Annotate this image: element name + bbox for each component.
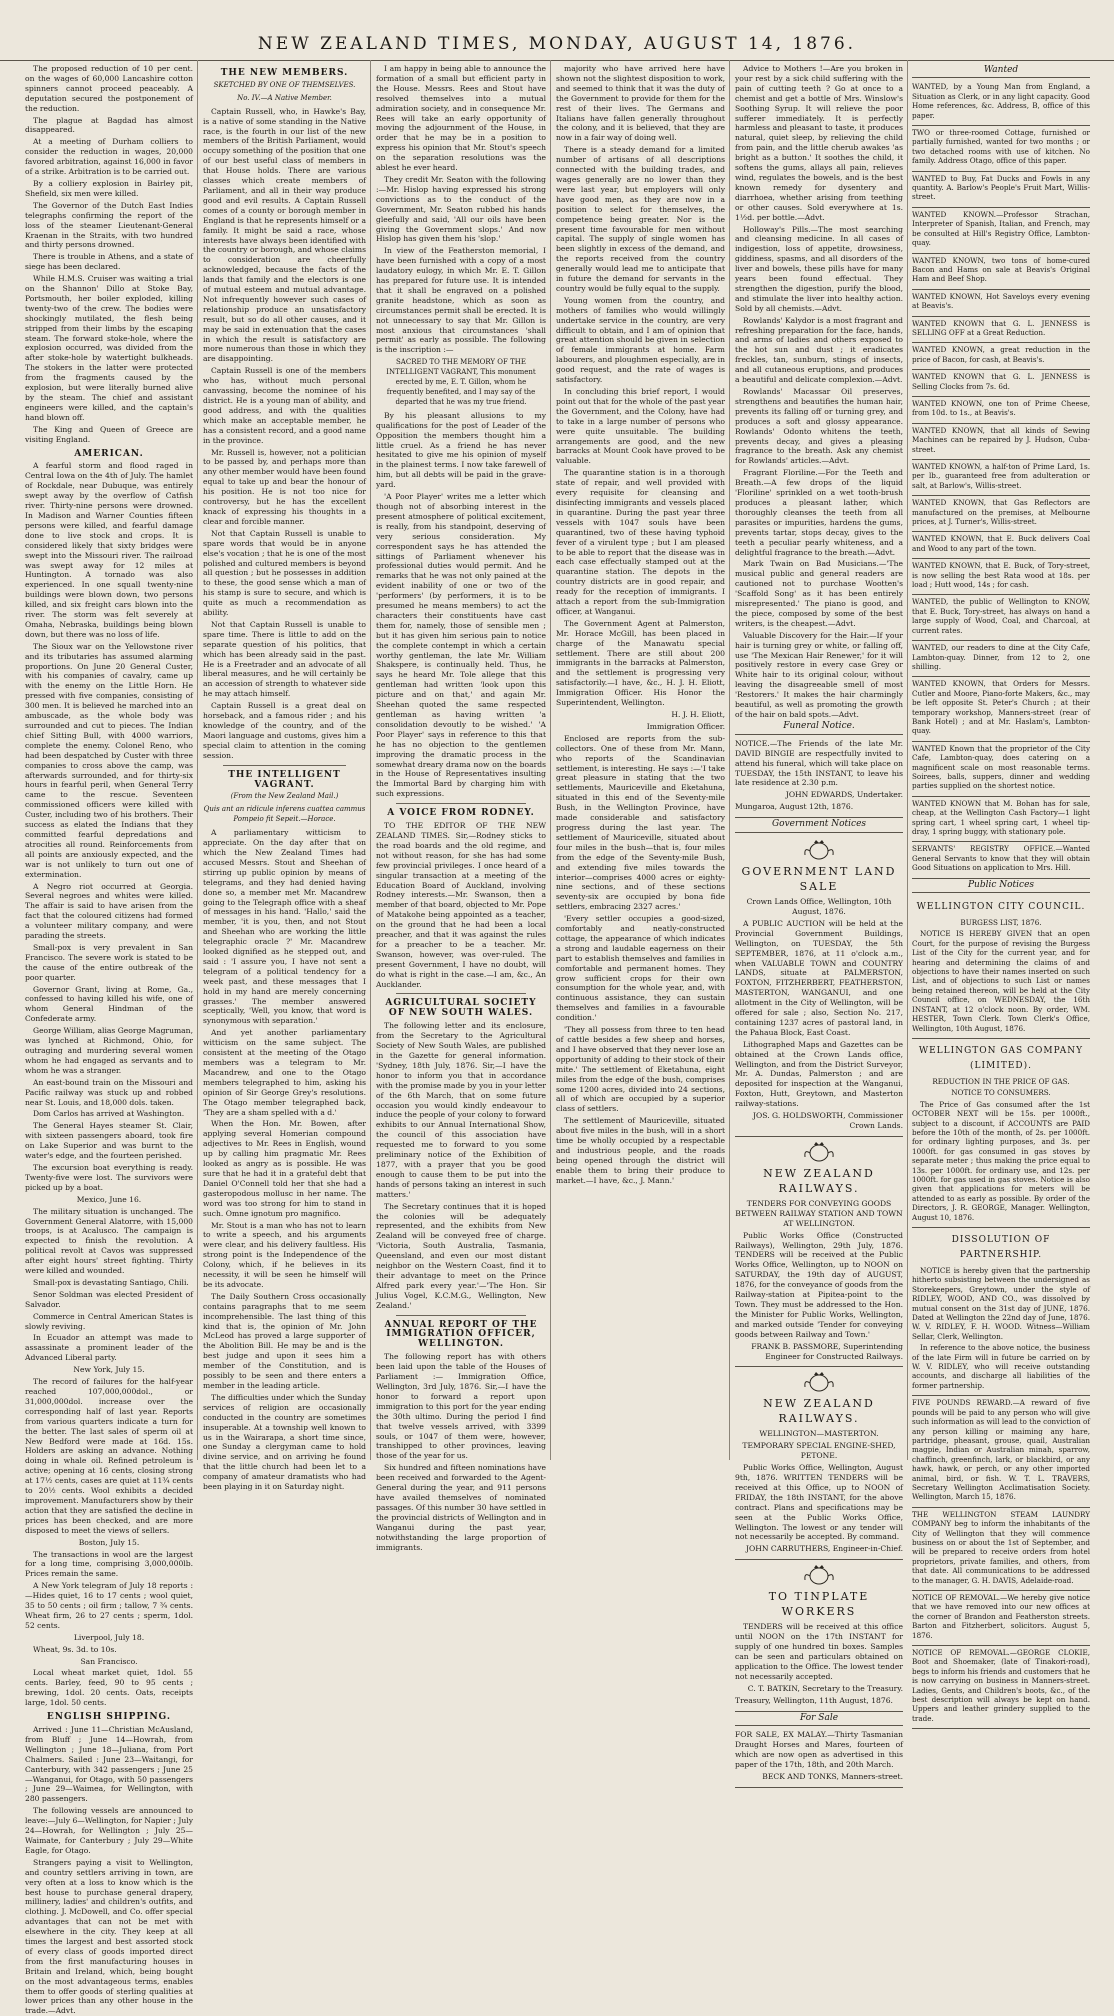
- paragraph: They credit Mr. Seaton with the following :—Mr. Hislop having expressed his strong convictions as to the conduct of the Government, Mr. Seaton rubbed his hands gleefully and said, 'All our oils have been giving the Government slops.' And now Hislop has given them his 'slop.': [376, 174, 546, 244]
- divider: [396, 1315, 526, 1316]
- notice-subtitle: NOTICE TO CONSUMERS.: [951, 1088, 1051, 1098]
- wanted-ad: [912, 842, 1090, 878]
- paragraph: majority who have arrived here have shown not the slightest disposition to work, and seemed to think that it was the duty of the Government to provide for them for the rest of their lives. The Germans and Italians have fallen generally throughout the colony, and it is believed, that they are now in a fair way of doing well.: [556, 64, 725, 143]
- paragraph: Not that Captain Russell is unable to spare time. There is little to add on the separate question of his politics, that which has been already said in the past. He is a Freetrader and an advocate of all liberal measures, and he will certainly be an accession of strength to whatever side he may attach himself.: [203, 619, 366, 699]
- section-heading-government: Government Notices: [735, 820, 903, 833]
- wanted-ad: [912, 343, 1090, 370]
- dateline: Boston, July 15.: [78, 1537, 140, 1547]
- advertisement: Valuable Discovery for the Hair.—If your hair is turning grey or white, or falling off, use 'The Mexican Hair Renewer,' for it will positively restore in every case Grey or White hair to its original colour, without leaving the disagreeable smell of most 'Restorers.' It makes the hair charmingly beautiful, as well as promoting the growth of the hair on bald spots.—Advt.: [735, 630, 903, 719]
- wanted-text: WANTED KNOWN.—Professor Strachan, Interpreter of Spanish, Italian, and French, may be consulted at Hill's Registry Office, Lambton-quay.: [912, 209, 1090, 248]
- wanted-ad: [912, 208, 1090, 254]
- column-4: [556, 64, 725, 1459]
- laundry-notice: [912, 1508, 1090, 1591]
- wanted-text: WANTED KNOWN, two tons of home-cured Bacon and Hams on sale at Beavis's Original Ham and Beef Shop.: [912, 255, 1090, 284]
- paragraph: The quarantine station is in a thorough state of repair, and well provided with every requisite for cleansing and disinfecting immigrants and vessels placed in quarantine. During the past year three vessels with 1047 souls have been quarantined, two of these having typhoid fever of a virulent type ; but I am pleased to be able to report that the disease was in each case effectually stamped out at the quarantine station. The depots in the country districts are in good repair, and ready for the reception of immigrants. I attach a report from the sub-Immigration officer, at Wanganui.: [556, 468, 725, 616]
- notice-text: NOTICE.—The Friends of the late Mr. DAVID BINGIE are respectfully invited to attend his funeral, which will take place on TUESDAY, the 15th INSTANT, to leave his late residence at 2.30 p.m.: [735, 738, 903, 788]
- wanted-ad: [912, 424, 1090, 460]
- paragraph: There is a steady demand for a limited number of artisans of all descriptions connected with the building trades, and wages generally are no lower than they were last year, but employers will only have good men, as they are now in a position to select for themselves, the competence being greater. Nor is the present time favourable for men without capital. The supply of single women has been slightly in excess of the demand, and the reports received from the country generally would lead me to anticipate that in future the demand for servants in the country would be fully equal to the supply.: [556, 145, 725, 293]
- paragraph: The proposed reduction of 10 per cent. on the wages of 60,000 Lancashire cotton spinners cannot proceed peaceably. A deputation secured the postponement of the reduction.: [25, 64, 193, 113]
- paragraph: Mr. Stout is a man who has not to learn to write a speech, and his arguments were clear, and his delivery faultless. His strong point is the Independence of the Colony, which, if he believes in its necessity, it will be seen he himself will be its advocate.: [203, 1220, 366, 1289]
- divider: [396, 993, 526, 994]
- wanted-text: WANTED KNOWN, that E. Buck, of Tory-street, is now selling the best Rata wood at 18s. per load ; Hutt wood, 14s ; for cash.: [912, 561, 1090, 590]
- paragraph: Captain Russell, who, in Hawke's Bay, is a native of some standing in the Native race, is the fourth in our list of the new members of the British Parliament, would occupy something of the position that one of our best useful class of members in that House holds. There are various classes which create members of Parliament, and all in their way produce good and evil results. A Captain Russell comes of a county or borough member in England is that he represents himself or a family. It might be said a race, whose interests have always been identified with the country or borough, and whose claims to consideration are cheerfully acknowledged, because the facts of the lands that family and the electors is one of mutual esteem and mutual advantage. Not infrequently however such cases of relationship produce an unsatisfactory result, but so do all other causes, and it may be said in extenuation that the cases in which the result is satisfactory are more numerous than those in which they are disappointing.: [203, 106, 366, 364]
- signature: BECK AND TONKS, Manners-street.: [762, 1772, 903, 1782]
- wanted-text: WANTED, by a Young Man from England, a Situation as Clerk, or in any light capacity. Good Home references, &c. Address, B, office of this paper.: [912, 82, 1090, 120]
- paragraph: Strangers paying a visit to Wellington, and country settlers arriving in town, are very often at a loss to know which is the best house to purchase general drapery, millinery, ladies' and children's outfits, and clothing. J. McDowell, and Co. offer special advantages that can not be met with elsewhere in the city. They keep at all times the largest and best assorted stock of every class of goods imported direct from the first manufacturing houses in Britain and Ireland, which, being bought on the most advantageous terms, enables them to offer goods of sterling qualities at lower prices than any other house in the trade.—Advt.: [25, 1857, 193, 2016]
- section-heading-wanted: Wanted: [912, 66, 1090, 78]
- paragraph: Arrived : June 11—Christian McAusland, from Bluff ; June 14—Howrah, from Wellington ; June 18—Juliana, from Port Chalmers. Sailed : June 23—Waitangi, for Canterbury, with 342 passengers ; June 25—Wanganui, for Otago, with 50 passengers ; June 29—Waimea, for Wellington, with 280 passengers.: [25, 1725, 193, 1804]
- section-heading-for-sale: For Sale: [735, 1714, 903, 1727]
- section-heading-american: AMERICAN.: [74, 448, 144, 459]
- section-heading-shipping: ENGLISH SHIPPING.: [46, 1712, 172, 1723]
- notice-text: NOTICE IS HEREBY GIVEN that an open Court, for the purpose of revising the Burgess List of the City for the current year, and for hearing and determining the claims of and objections to have their names inserted on such List, and of objections to such List or names being retained thereon, will be held at the City Council office, on WEDNESDAY, the 16th INSTANT, at 12 o'clock noon. By order, WM. HESTER, Town Clerk. Town Clerk's Office, Wellington, 10th August, 1876.: [912, 929, 1090, 1033]
- paragraph: When the Hon. Mr. Bowen, after applying several Homerian compound adjectives to Mr. Rees in English, wound up by calling him pragmatic Mr. Rees looked as angry as is possible. He was sure that he had it in a grateful debt that Daniel O'Connell told her that she had a gasteropodous mollusc in her name. The word was too strong for him to stand in such. Omne ignotum pro magnifico.: [203, 1119, 366, 1218]
- wanted-ad: [912, 641, 1090, 677]
- inscription: SACRED TO THE MEMORY OF THE INTELLIGENT VAGRANT, This monument erected by me, E. T. Gillon, whom he frequently benefited, and I may say of the departed that he was my true friend.: [386, 358, 536, 406]
- paragraph: 'Every settler occupies a good-sized, comfortably and neatly-constructed cottage, the appearance of which indicates a strong and laudable eagerness on their part to establish themselves and families in comfortable and permanent homes. They grow sufficient crops for their own consumption for the whole year, and, with continuous assistance, they can sustain themselves and families in a favourable condition.': [556, 914, 725, 1023]
- city-council-notice: [912, 895, 1090, 1039]
- paragraph: The following report has with others been laid upon the table of the Houses of Parliament :— Immigration Office, Wellington, 3rd July, 1876. Sir,—I have the honor to forward a report upon immigration to this port for the year ending the 30th ultimo. During the period I find that twelve vessels arrived, with 3399 souls, or 1047 of them were, however, transhipped to other provinces, leaving those of the year for us.: [376, 1352, 546, 1461]
- notice-date: Treasury, Wellington, 11th August, 1876.: [735, 1695, 893, 1705]
- notice-subtitle: BURGESS LIST, 1876.: [960, 918, 1042, 928]
- government-land-sale: [735, 835, 903, 1137]
- section-heading-agricultural: AGRICULTURAL SOCIETY OF NEW SOUTH WALES.: [385, 998, 537, 1019]
- paragraph: The transactions in wool are the largest for a long time, comprising 3,000,000lb. Prices remain the same.: [25, 1549, 193, 1579]
- royal-crest-icon: [802, 1564, 836, 1586]
- wanted-text: WANTED Known that the proprietor of the City Cafe, Lambton-quay, does catering on a magnificent scale on most reasonable terms. Soirees, balls, suppers, dinner and wedding parties supplied on the shortest notice.: [912, 743, 1090, 791]
- wanted-ad: [912, 532, 1090, 559]
- horses-for-sale: [735, 1728, 903, 1788]
- notice-subtitle: REDUCTION IN THE PRICE OF GAS.: [932, 1076, 1070, 1086]
- paragraph: The record of failures for the half-year reached 107,000,000dol., or 31,000,000dol. increase over the corresponding half of last year. Reports from various quarters indicate a turn for the better. The last sales of sperm oil at New Bedford were made at 16d. 15s. Holders are asking an advance. Nothing doing in whale oil. Refined petroleum is active; opening at 16 cents, closing strong at 17½ cents, cases are quiet at 11¾ cents to 20½ cents. Wool exhibits a decided improvement. Manufacturers show by their action that they are satisfied the decline in prices has been checked, and are more disposed to meet the views of sellers.: [25, 1377, 193, 1535]
- notice-title: GOVERNMENT LAND SALE: [741, 865, 897, 894]
- paragraph: The following vessels are announced to leave:—July 6—Wellington, for Napier ; July 24—Howrah, for Wellington ; July 25—Waimate, for Canterbury ; July 29—White Eagle, for Otago.: [25, 1806, 193, 1855]
- section-heading-rodney: A VOICE FROM RODNEY.: [387, 808, 535, 819]
- notice-text: NOTICE is hereby given that the partnership hitherto subsisting between the undersigned as Storekeepers, Greytown, under the style of RIDLEY, WOOD, AND CO., was dissolved by mutual consent on the 31st day of JUNE, 1876. Dated at Wellington the 22nd day of June, 1876. W. V. RIDLEY, F. H. WOOD. Witness—William Sellar, Clerk, Wellington.: [912, 1266, 1090, 1341]
- advertisement: Advice to Mothers !—Are you broken in your rest by a sick child suffering with the pain of cutting teeth ? Go at once to a chemist and get a bottle of Mrs. Winslow's Soothing Syrup. It will relieve the poor sufferer immediately. It is perfectly harmless and pleasant to taste, it produces natural, quiet sleep, by relieving the child from pain, and the little cherub awakes 'as bright as a button.' It soothes the child, it softens the gums, allays all pain, relieves wind, regulates the bowels, and is the best known remedy for dysentery and diarrhoea, whether arising from teething or other causes. Sold everywhere at 1s. 1½d. per bottle.—Advt.: [735, 64, 903, 222]
- section-heading-members: THE NEW MEMBERS.: [220, 68, 349, 78]
- column-1: [25, 64, 193, 2016]
- paragraph: George William, alias George Magruman, was lynched at Richmond, Ohio, for outraging and murdering several women whom he had engaged as servants and to whom he was a stranger.: [25, 1026, 193, 1075]
- paragraph: In Ecuador an attempt was made to assassinate a prominent leader of the Advanced Liberal party.: [25, 1333, 193, 1363]
- wanted-ad: [912, 677, 1090, 741]
- paragraph: The settlement of Mauriceville, situated about five miles in the bush, will in a short time be wholly occupied by a respectable and industrious people, and the roads being opened through the district will enable them to bring their produce to market.—I have, &c., J. Mann.': [556, 1116, 725, 1185]
- wanted-text: WANTED KNOWN, that all kinds of Sewing Machines can be repaired by J. Hudson, Cuba-street.: [912, 425, 1090, 454]
- paragraph: Wheat, 9s. 3d. to 10s.: [33, 1644, 117, 1654]
- notice-text: In reference to the above notice, the business of the late Firm will in future be carried on by W. V. RIDLEY, who will receive outstanding accounts, and discharge all liabilities of the former partnership.: [912, 1343, 1090, 1390]
- paragraph: Governor Grant, living at Rome, Ga., confessed to having killed his wife, one of whom General Hindman of the Confederate army.: [25, 984, 193, 1024]
- paragraph: Commerce in Central American States is slowly reviving.: [25, 1311, 193, 1331]
- notice-title: NEW ZEALAND RAILWAYS.: [763, 1166, 875, 1195]
- paragraph: An east-bound train on the Missouri and Pacific railway was stuck up and robbed near St. Louis, and 18,000 dols. taken.: [25, 1077, 193, 1107]
- subheading: (From the New Zealand Mail.): [230, 792, 339, 801]
- signature: H. J. H. Eliott,: [671, 710, 725, 719]
- wanted-ad: [912, 460, 1090, 496]
- column-5: [735, 64, 903, 1782]
- advertisement: Rowlands' Macassar Oil preserves, strengthens and beautifies the human hair, prevents its falling off or turning grey, and produces a soft and glossy appearance. Rowlands' Odonto whitens the teeth, prevents decay, and gives a pleasing fragrance to the breath. Ask any chemist for Rowlands' articles.—Advt.: [735, 387, 903, 466]
- royal-crest-icon: [802, 1141, 836, 1163]
- wanted-text: WANTED to Buy, Fat Ducks and Fowls in any quantity. A. Barlow's People's Fruit Mart, Willis-street.: [912, 173, 1090, 202]
- divider: [396, 803, 526, 804]
- paragraph: While H.M.S. Cruiser was waiting a trial on the Shannon' Dillo at Stoke Bay, Portsmouth, her boiler exploded, killing twenty-two of the crew. The bodies were shockingly mutilated, the flesh being stripped from their limbs by the escaping steam. The forward stoke-hole, where the explosion occurred, was divided from the after stoke-hole by watertight bulkheads. The stokers in the latter were protected from the fragments caused by the explosion, but were literally burned alive by the steam. The chief and assistant engineers were killed, and the captain's hand blown off.: [25, 274, 193, 422]
- wanted-text: WANTED, our readers to dine at the City Cafe, Lambton-quay. Dinner, from 12 to 2, one shilling.: [912, 643, 1090, 671]
- notice-title: DISSOLUTION OF PARTNERSHIP.: [951, 1235, 1051, 1260]
- gas-company-notice: [912, 1039, 1090, 1228]
- paragraph: The difficulties under which the Sunday services of religion are occasionally conducted in the country are sometimes insuperable. At a township well known to us in the Wairarapa, a short time since, one Sunday a clergyman came to hold divine service, and on arriving he found that the little church had been let to a company of amateur dramatists who had been playing in it on Saturday night.: [203, 1392, 366, 1492]
- notice-text: The Price of Gas consumed after the 1st OCTOBER NEXT will be 15s. per 1000ft., subject to a discount, if ACCOUNTS are PAID before the 10th of the month, of 2s. per 1000ft. for ordinary lighting purposes, and 3s. per 1000ft. for gas consumed in gas stoves by separate meter ; thus making the price equal to 13s. per 1000ft. for ordinary use, and 12s. per 1000ft. for gas used in gas stoves. Notice is also given that applications for meters will be attended to as early as possible. By order of the Directors, J. R. GEORGE, Manager. Wellington, August 10, 1876.: [912, 1099, 1090, 1222]
- divider: [223, 765, 346, 766]
- wanted-ad: [912, 595, 1090, 641]
- removal-notice: [912, 1646, 1090, 1729]
- paragraph: Small-pox is devastating Santiago, Chili.: [33, 1277, 189, 1287]
- paragraph: Captain Russell is one of the members who has, without much personal canvassing, become the nominee of his district. He is a young man of ability, and good address, and with the qualities which make an acceptable member, he has a consistent record, and a good name in the province.: [203, 366, 366, 445]
- notice-text: NOTICE OF REMOVAL.—We hereby give notice that we have removed into our new offices at the corner of Brandon and Featherston streets. Barton and Fitzherbert, solicitors. August 5, 1876.: [912, 1593, 1090, 1640]
- section-heading-public-notices: Public Notices: [912, 881, 1090, 893]
- paragraph: Not that Captain Russell is unable to spare words that would be in anyone else's vocation ; that he is one of the most polished and cultured members is beyond all question ; but he possesses in addition to these, the good sense which a man of his stamp is sure to secure, and which is quite as much a recommendation as ability.: [203, 528, 366, 618]
- paragraph: The military situation is unchanged. The Government General Alatorre, with 15,000 troops, is at Acalusco. The campaign is expected to finish the revolution. A political revolt at Cavos was suppressed after eight hours' street fighting. Thirty were killed and wounded.: [25, 1206, 193, 1276]
- paragraph: TO THE EDITOR OF THE NEW ZEALAND TIMES. Sir,—Rodney sticks to the road boards and the old regime, and not without reason, for she has had some few provincial privileges. I once heard of a singular transaction at a meeting of the Education Board of Auckland, involving Rodney interests.—Mr. Swanson, then a member of that board, objected to Mr. Pope of Matakohe being appointed as a teacher, on the ground that he had been a local preacher, and that it was against the rules for a preacher to be a teacher. Mr. Swanson, however, was over-ruled. The present Government, I have no doubt, will do what is right in the case.—I am, &c., An Aucklander.: [376, 821, 546, 989]
- wanted-list: [912, 80, 1090, 878]
- wanted-text: WANTED, the public of Wellington to KNOW, that E. Buck, Tory-street, has always on hand a large supply of Wood, Coal, and Charcoal, at current rates.: [912, 597, 1090, 635]
- paragraph: A parliamentary witticism to appreciate. On the day after that on which the New Zealand Times had accused Messrs. Stout and Sheehan of stirring up public opinion by means of telegrams, and they had denied having done so, a member met Mr. Macandrew going to the Telegraph office with a sheaf of messages in his hand. 'Hallo,' said the member, 'it is you, then, and not Stout and Sheehan who are working the little telegraphic oracle ?' Mr. Macandrew looked dignified as he stepped out, and said : 'I assure you, I have not sent a telegram of a political tendency for a week past, and these messages that I hold in my hand are merely concerning grasses.' The member answered sceptically, 'Well, you know, that word is synonymous with separation.': [203, 828, 366, 1026]
- paragraph: And yet another parliamentary witticism on the same subject. The consistent at the meeting of the Otago members was a telegram to Mr. Macandrew, and one to the Otago members telegraphed to him, asking his opinion of Sir George Grey's resolutions. The Otago member telegraphed back, 'They are a sham spelled with a d.': [203, 1028, 366, 1117]
- column-2: [203, 64, 366, 1492]
- removal-notice: [912, 1591, 1090, 1646]
- wanted-ad: [912, 172, 1090, 208]
- paragraph: The Daily Southern Cross occasionally contains paragraphs that to me seem incomprehensible. The last thing of this kind that is, the opinion of Mr. John McLeod has proved a large supporter of the Abolition Bill. He may be and is the best judge and upon it sees him a member of the Constitution, and is possibly to be seen and there enters a member in the leading article.: [203, 1291, 366, 1390]
- notice-subtitle: Crown Lands Office, Wellington, 10th August, 1876.: [746, 897, 892, 916]
- wanted-text: SERVANTS' REGISTRY OFFICE.—Wanted General Servants to know that they will obtain Good Situations on application to Mrs. Hill.: [912, 844, 1090, 873]
- wanted-text: WANTED KNOWN, that Gas Reflectors are manufactured on the premises, at Melbourne prices, at J. Turner's, Willis-street.: [912, 498, 1090, 527]
- notice-subtitle: TENDERS FOR CONVEYING GOODS BETWEEN RAILWAY STATION AND TOWN AT WELLINGTON.: [735, 1198, 903, 1228]
- paragraph: At a meeting of Durham colliers to consider the reduction in wages, 20,000 favored arbitration, against 16,000 in favor of a strike. Arbitration is to be carried out.: [25, 137, 193, 177]
- paragraph: In view of the Featherston memorial, I have been furnished with a copy of a most laudatory eulogy, in which Mr. E. T. Gillon has prepared for future use. It is intended that it shall be engraved on a polished granite headstone, which as soon as circumstances permit shall be erected. It is not unnecessary to say that Mr. Gillon is most anxious that circumstances 'shall permit' as early as possible. The following is the inscription :—: [376, 246, 546, 355]
- dateline: San Francisco.: [80, 1656, 138, 1666]
- paragraph: Small-pox is very prevalent in San Francisco. The severe work is stated to be the cause of the entire outbreak of the poor quarter.: [25, 942, 193, 982]
- wanted-ad: [912, 317, 1090, 344]
- wanted-text: WANTED KNOWN that G. L. JENNESS is Selling Clocks from 7s. 6d.: [912, 372, 1090, 391]
- advertisement: Mark Twain on Bad Musicians.—'The musical public and general readers are cautioned not to purchase Wootten's 'Scaffold Song' as it has been entirely misrepresented.' The piano is good, and the piece, composed by some of the best writers, is the cheapest.—Advt.: [735, 559, 903, 628]
- paragraph: The following letter and its enclosure, from the Secretary to the Agricultural Society of New South Wales, are published in the Gazette for general information. 'Sydney, 18th July, 1876. Sir,—I have the honor to inform you that in accordance with the promise made by you in your letter of the 6th March, that on some future occasion you would kindly endeavour to induce the people of your colony to forward exhibits to our Annual International Show, the council of this association have requested me to forward to you some preliminary notice of the Exhibition of 1877, with a prayer that you be good enough to cause them to be put into the hands of persons taking an interest in such matters.': [376, 1021, 546, 1199]
- wanted-ad: [912, 290, 1090, 317]
- column-3: [376, 64, 546, 1552]
- railways-tender-goods: [735, 1137, 903, 1368]
- notice-subtitle: WELLINGTON—MASTERTON.: [759, 1429, 879, 1439]
- wanted-ad: [912, 370, 1090, 397]
- dissolution-notice: [912, 1228, 1090, 1396]
- dateline: Mexico, June 16.: [76, 1194, 142, 1204]
- paragraph: A Negro riot occurred at Georgia. Several negroes and whites were killed. The affair is said to have arisen from the fact that the coloured citizens had formed a volunteer military company, and were parading the streets.: [25, 881, 193, 941]
- wanted-ad: [912, 397, 1090, 424]
- paragraph: The Sioux war on the Yellowstone river and its tributaries has assumed alarming proportions. On June 20 General Custer, with his companies of cavalry, came up with the enemy on the Little Horn. He pressed with five companies, consisting of 300 men. It is believed he marched into an ambuscade, as the whole body was surrounded and cut to pieces. The Indian chief Sitting Bull, with 4000 warriors, complete the enemy. Colonel Reno, who had been despatched by Custer with three companies to cross above the camp, was afterwards surrounded, and for thirty-six hours in fearful peril, when General Terry came to the rescue. Seventeen commissioned officers were killed with Custer, including two of his brothers. Their success as elated the Indians that they committed fearful depredations and atrocities all round. Reinforcements from all points are anxiously expected, and the war is not unlikely to turn out one of extermination.: [25, 641, 193, 879]
- notice-title: NEW ZEALAND RAILWAYS.: [763, 1397, 875, 1426]
- wanted-text: WANTED KNOWN that M. Bohan has for sale, cheap, at the Wellington Cash Factory—1 light spring cart, 1 wheel spring cart, 1 wheel tip-dray, 1 spring buggy, with stationary pole.: [912, 798, 1090, 836]
- notice-subtitle: TEMPORARY SPECIAL ENGINE-SHED, PETONE.: [742, 1441, 896, 1461]
- advertisement: Rowlands' Kalydor is a most fragrant and refreshing preparation for the face, hands, and arms of ladies and others exposed to the hot sun and dust ; it eradicates freckles, tan, sunburn, stings of insects, and all cutaneous eruptions, and produces a beautiful and delicate complexion.—Advt.: [735, 315, 903, 385]
- royal-crest-icon: [802, 1371, 836, 1393]
- wanted-text: WANTED KNOWN, Hot Saveloys every evening at Beavis's.: [912, 291, 1090, 311]
- paragraph: Mr. Russell is, however, not a politician to be passed by, and perhaps more than any other member would have been found equal to take up and bear the honour of his position. He is not too nice for controversy, but he has the excellent knack of expressing his thoughts in a clear and forcible manner.: [203, 447, 366, 526]
- subheading: No. IV.—A Native Member.: [237, 93, 332, 102]
- paragraph: The King and Queen of Greece are visiting England.: [25, 424, 193, 444]
- notice-text: FIVE POUNDS REWARD.—A reward of five pounds will be paid to any person who will give such information as will lead to the conviction of any person killing or maiming any hare, partridge, pheasant, grouse, quail, Australian magpie, Indian or Australian minah, sparrow, chaffinch, greenfinch, lark, or blackbird, or any hawk, hawk, or perch, or any other imported animal, bird, or fish. W. T. L. TRAVERS, Secretary Wellington Acclimatisation Society. Wellington, March 15, 1876.: [912, 1398, 1090, 1502]
- notice-text: Public Works Office (Constructed Railways), Wellington, 29th July, 1876. TENDERS will be received at the Public Works Office, Wellington, up to NOON on SATURDAY, the 19th day of AUGUST, 1876, for the conveyance of goods from the Railway-station at Pipitea-point to the Town. They must be addressed to the Hon. the Minister for Public Works, Wellington, and marked outside 'Tender for conveying goods between Railway and Town.': [735, 1230, 903, 1339]
- notice-title: WELLINGTON GAS COMPANY (LIMITED).: [918, 1045, 1084, 1071]
- dateline: New York, July 15.: [73, 1365, 145, 1375]
- notice-text: Lithographed Maps and Gazettes can be obtained at the Crown Lands office, Wellington, and from the District Surveyor, Mr. A. Dundas, Palmerston ; and are deposited for inspection at the Wanganui, Foxton, Hutt, Greytown, and Masterton railway-stations.: [735, 1039, 903, 1109]
- notice-text: FOR SALE, EX MALAY.—Thirty Tasmanian Draught Horses and Mares, fourteen of which are now open as advertised in this paper of the 17th, 18th, and 20th March.: [735, 1730, 903, 1770]
- paragraph: Enclosed are reports from the sub-collectors. One of these from Mr. Mann, who reports of the Scandinavian settlement, is interesting. He says :—'I take great pleasure in stating that the two settlements, Mauriceville and Eketahuna, situated in this end of the Seventy-mile Bush, in the Wellington Province, have made considerable and satisfactory progress during the last year. The settlement of Mauriceville, situated about four miles in the bush—that is, four miles from the edge of the Seventy-mile Bush, and extending five miles towards the interior—comprises 4000 acres or eighty-nine sections, and of these sections seventy-six are occupied by bona fide settlers, embracing 2327 acres.': [556, 733, 725, 912]
- paragraph: A New York telegram of July 18 reports : —Hides quiet, 16 to 17 cents ; wool quiet, 35 to 50 cents ; oil firm ; tallow, 7 ¾ cents. Wheat firm, 26 to 27 cents ; sperm, 1dol. 52 cents.: [25, 1581, 193, 1630]
- paragraph: A fearful storm and flood raged in Central Iowa on the 4th of July. The hamlet of Rockdale, near Dubuque, was entirely swept away by the overflow of Catfish river. Thirty-nine persons were drowned. In Madison and Warner Counties fifteen persons were killed, and fearful damage done to live stock and crops. It is considered likely that sixty bridges were swept into the Missouri river. The railroad was swept away for 12 miles at Huntington. A tornado was also experienced. In one squall twenty-nine buildings were blown down, two persons killed, and six freight cars blown into the river. The storm was felt severely at Omaha, Nebraska, buildings being blown down, but there was no loss of life.: [25, 461, 193, 639]
- paragraph: The excursion boat everything is ready. Twenty-five were lost. The survivors were picked up by a boat.: [25, 1162, 193, 1192]
- signature: FRANK B. PASSMORE, Superintending Engineer for Constructed Railways.: [751, 1341, 903, 1361]
- notice-text: TENDERS will be received at this office until NOON on the 17th INSTANT for supply of one hundred tin boxes. Samples can be seen and particulars obtained on application to the Office. The lowest tender not necessarily accepted.: [735, 1622, 903, 1681]
- wanted-text: WANTED KNOWN, that Orders for Messrs. Cutler and Moore, Piano-forte Makers, &c., may be left opposite St. Peter's Church ; at their temporary workshop, Manners-street (rear of Bank Hotel) ; and at Mr. Haslam's, Lambton-quay.: [912, 679, 1090, 736]
- wanted-text: WANTED KNOWN, that E. Buck delivers Coal and Wood to any part of the town.: [912, 534, 1090, 553]
- paragraph: Young women from the country, and mothers of families who would willingly undertake service in the country, are very difficult to obtain, and I am of opinion that great attention should be given in selection of female immigrants at home. Farm labourers, and ploughmen especially, are in good request, and the rate of wages is satisfactory.: [556, 295, 725, 385]
- wanted-ad: [912, 742, 1090, 797]
- dateline: Liverpool, July 18.: [73, 1632, 145, 1642]
- wanted-text: WANTED KNOWN, a half-ton of Prime Lard, 1s. per lb., guaranteed free from adulteration or salt, at Barlow's, Willis-street.: [912, 462, 1090, 490]
- notice-title: TO TINPLATE WORKERS: [768, 1590, 870, 1619]
- subheading: Quis ant an ridicule inferens cuattea cammus Pompeio fit Sepeit.—Horace.: [203, 805, 366, 824]
- signature: JOHN EDWARDS, Undertaker.: [785, 790, 903, 800]
- notice-text: Public Works Office, Wellington, August 9th, 1876. WRITTEN TENDERS will be received at this Office, up to NOON of FRIDAY, the 18th INSTANT, for the above contract. Plans and specifications may be seen at the Public Works Office, Wellington. The lowest or any tender will not necessarily be accepted. By command.: [735, 1463, 903, 1542]
- railways-engine-shed: [735, 1367, 903, 1560]
- wanted-text: TWO or three-roomed Cottage, furnished or partially furnished, wanted for two months ; or two detached rooms with use of kitchen. No family. Address Otago, office of this paper.: [912, 128, 1090, 166]
- paragraph: Local wheat market quiet, 1dol. 55 cents. Barley, feed, 90 to 95 cents ; brewing, 1dol. 20 cents. Oats, receipts large, 1dol. 50 cents.: [25, 1668, 193, 1708]
- paragraph: 'They all possess from three to ten head of cattle besides a few sheep and horses, and I have observed that they never lose an opportunity of adding to their stock of their mite.' The settlement of Eketahuna, eight miles from the edge of the bush, comprises some 1200 acres, divided into 24 sections, all of which are occupied by a superior class of settlers.: [556, 1025, 725, 1114]
- paragraph: Six hundred and fifteen nominations have been received and forwarded to the Agent-General during the year, and 911 persons have availed themselves of nominated passages. Of this number 30 have settled in the provincial districts of Wellington and in Wanganui during the past year, notwithstanding the large proportion of immigrants.: [376, 1463, 546, 1552]
- signature: C. T. BATKIN, Secretary to the Treasury.: [747, 1683, 903, 1693]
- signature: JOHN CARRUTHERS, Engineer-in-Chief.: [745, 1544, 903, 1554]
- signature: Immigration Officer.: [646, 721, 725, 731]
- wanted-text: WANTED KNOWN, a great reduction in the price of Bacon, for cash, at Beavis's.: [912, 345, 1090, 364]
- advertisement: Fragrant Floriline.—For the Teeth and Breath.—A few drops of the liquid 'Floriline' sprinkled on a wet tooth-brush produces a pleasant lather, which thoroughly cleanses the teeth from all parasites or impurities, hardens the gums, prevents tartar, stops decay, gives to the teeth a peculiar pearly whiteness, and a delightful fragrance to the breath.—Advt.: [735, 468, 903, 557]
- notice-title: WELLINGTON CITY COUNCIL.: [916, 902, 1086, 913]
- wanted-text: WANTED KNOWN that G. L. JENNESS is SELLING OFF at a Great Reduction.: [912, 318, 1090, 337]
- paragraph: By his pleasant allusions to my qualifications for the post of Leader of the Opposition the members thought him a little cruel. As a friend he has never hesitated to give me his opinion of myself in the plainest terms. I now take farewell of him, but all debts will be paid in the grave-yard.: [376, 410, 546, 490]
- advertisement: Holloway's Pills.—The most searching and cleansing medicine. In all cases of indigestion, loss of appetite, drowsiness, giddiness, spasms, and all disorders of the liver and bowels, these pills have for many years been found effectual. They strengthen the digestion, purify the blood, and stimulate the liver into healthy action. Sold by all chemists.—Advt.: [735, 224, 903, 313]
- paragraph: 'A Poor Player' writes me a letter which though not of absorbing interest in the present atmosphere of political excitement, is really, from his standpoint, deserving of very serious consideration. My correspondent says he has attended the sittings of Parliament whenever his professional duties would permit. And he remarks that he was not only pained at the evident inability of one or two of the 'performers' (by performers, it is to be presumed he means members) to act the characters their constituents have cast them for, namely, those of sensible men ; but it has given him serious pain to notice the complete contempt in which a certain worthy gentleman, the late Mr. William Shakspere, is continually held. Thus, he says he heard Mr. Tole allege that this gentleman had written 'look upon this picture and on that,' and again Mr. Sheehan quoted the same respected gentleman as having written 'a consolidation devoutly to be wished.' 'A Poor Player' says in reference to this that he has no objection to the gentlemen improving the dramatic process in the somewhat dreary drama now on the boards in the House of Representatives insulting the Immortal Bard by charging him with such expressions.: [376, 492, 546, 799]
- wanted-ad: [912, 559, 1090, 595]
- paragraph: The Government Agent at Palmerston, Mr. Horace McGill, has been placed in charge of the Manawatu special settlement. There are still about 200 immigrants in the barracks at Palmerston, and the settlement is progressing very satisfactorily.—I have, &c., H. J. H. Eliott, Immigration Officer. His Honor the Superintendent, Wellington.: [556, 618, 725, 708]
- paragraph: The Secretary continues that it is hoped the colonies will be adequately represented, and the exhibits from New Zealand will be conveyed free of charge. 'Victoria, South Australia, Tasmania, Queensland, and even our most distant neighbor on the Western Coast, find it to their advantage to meet on the Prince Alfred park every year.'—'The Hon. Sir Julius Vogel, K.C.M.G., Wellington, New Zealand.': [376, 1201, 546, 1310]
- masthead: [0, 0, 1114, 61]
- wanted-ad: [912, 80, 1090, 126]
- wanted-ad: [912, 496, 1090, 532]
- section-heading-immigration: ANNUAL REPORT OF THE IMMIGRATION OFFICER, WELLINGTON.: [384, 1319, 538, 1350]
- reward-notice: [912, 1396, 1090, 1507]
- tinplate-workers-notice: [735, 1560, 903, 1711]
- wanted-ad: [912, 254, 1090, 290]
- notice-date: Mungaroa, August 12th, 1876.: [735, 802, 854, 812]
- paragraph: The General Hayes steamer St. Clair, with sixteen passengers aboard, took fire on Lake Superior and was burnt to the water's edge, and the fourteen perished.: [25, 1121, 193, 1161]
- paragraph: Senor Soldman was elected President of Salvador.: [25, 1289, 193, 1309]
- notice-text: THE WELLINGTON STEAM LAUNDRY COMPANY beg to inform the inhabitants of the City of Wellington that they will commence business on or about the 1st of September, and will be prepared to receive orders from hotel proprietors, private families, and others, from that date. All communications to be addressed to the manager, G. H. DAVIS, Adelaide-road.: [912, 1509, 1090, 1585]
- section-heading-funeral: Funeral Notice.: [735, 722, 903, 735]
- wanted-ad: [912, 126, 1090, 172]
- royal-crest-icon: [802, 839, 836, 861]
- paragraph: There is trouble in Athens, and a state of siege has been declared.: [25, 252, 193, 272]
- wanted-column: [912, 64, 1090, 1723]
- paragraph: Captain Russell is a great deal on horseback, and a famous rider ; and his knowledge of the country, and of the Maori language and customs, gives him a special claim to attention in the coming session.: [203, 701, 366, 760]
- section-heading-vagrant: THE INTELLIGENT VAGRANT.: [228, 769, 341, 790]
- subheading: SKETCHED BY ONE OF THEMSELVES.: [213, 80, 356, 89]
- notice-text: A PUBLIC AUCTION will be held at the Provincial Government Buildings, Wellington, on TUESDAY, the 5th SEPTEMBER, 1876, at 11 o'clock a.m., when VALUABLE TOWN and COUNTRY LANDS, situate at PALMERSTON, FOXTON, FITZHERBERT, FEATHERSTON, MASTERTON, WANGANUI, and one allotment in the City of Wellington, will be offered for sale ; also, Section No. 217, containing 1237 acres of pastoral land, in the Pahaua Block, East Coast.: [735, 918, 903, 1037]
- paragraph: In concluding this brief report, I would point out that for the whole of the past year the Government, and the Colony, have had to take in a large number of persons who were quite unsuitable. The building arrangements are good, and the new barracks at Mount Cook have proved to be valuable.: [556, 387, 725, 466]
- paragraph: I am happy in being able to announce the formation of a small but efficient party in the House. Messrs. Rees and Stout have resolved themselves into a mutual admiration society, and in consequence Mr. Rees will take an early opportunity of moving the adjournment of the House, in order that he may be in a position to express his opinion that Mr. Stout's speech on the separation resolutions was the ablest he ever heard.: [376, 64, 546, 173]
- funeral-notice: [735, 737, 903, 818]
- wanted-ad: [912, 797, 1090, 843]
- paragraph: Dom Carlos has arrived at Washington.: [33, 1109, 185, 1119]
- paragraph: The Governor of the Dutch East Indies telegraphs confirming the report of the loss of the steamer Lieutenant-General Kraenan in the Straits, with two hundred and thirty persons drowned.: [25, 200, 193, 250]
- signature: JOS. G. HOLDSWORTH, Commissioner Crown Lands.: [753, 1111, 903, 1130]
- wanted-text: WANTED KNOWN, one ton of Prime Cheese, from 10d. to 1s., at Beavis's.: [912, 398, 1090, 418]
- newspaper-title: NEW ZEALAND TIMES, MONDAY, AUGUST 14, 1876.: [257, 34, 857, 54]
- notice-text: NOTICE OF REMOVAL.—GEORGE CLOKIE, Boot and Shoemaker, (late of Tinakori-road), begs to inform his friends and customers that he is now carrying on business in Manners-street. Ladies, Gents, and Children's boots, &c., of the best description will always be kept on hand. Uppers and leather grindery supplied to the trade.: [912, 1648, 1090, 1723]
- paragraph: The plague at Bagdad has almost disappeared.: [25, 115, 193, 135]
- paragraph: By a colliery explosion in Bairley pit, Shefield, six men were killed.: [25, 178, 193, 198]
